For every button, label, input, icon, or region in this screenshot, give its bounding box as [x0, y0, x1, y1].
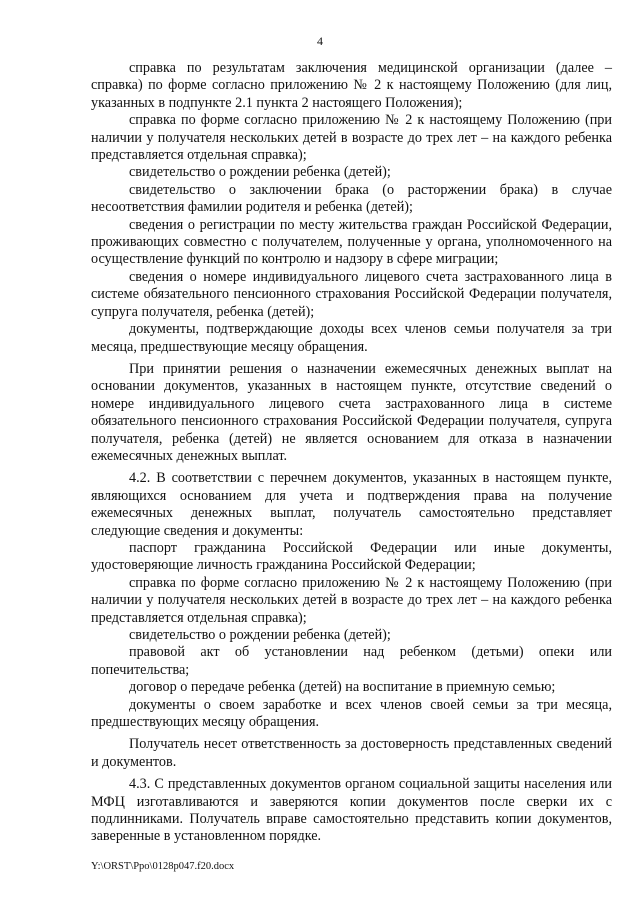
paragraph-earnings-documents: документы о своем заработке и всех членов своей семьи за три месяца, предшествующих месяцу обращения.	[91, 696, 612, 731]
paragraph-registration-info: сведения о регистрации по месту жительства граждан Российской Федерации, проживающих совместно с получателем, полученные у органа, уполномоченного на осуществление функций по контролю и надзору в сфере миграции;	[91, 216, 612, 268]
paragraph-medical-certificate: справка по результатам заключения медицинской организации (далее – справка) по форме согласно приложению № 2 к настоящему Положению (для лиц, указанных в подпункте 2.1 пункта 2 настоящего Положения);	[91, 60, 612, 111]
page-number: 4	[317, 34, 323, 48]
paragraph-marriage-certificate: свидетельство о заключении брака (о расторжении брака) в случае несоответствия фамилии родителя и ребенка (детей);	[91, 181, 612, 216]
paragraph-income-documents: документы, подтверждающие доходы всех членов семьи получателя за три месяца, предшествующие месяцу обращения.	[91, 321, 612, 355]
paragraph-foster-agreement: договор о передаче ребенка (детей) на воспитание в приемную семью;	[129, 679, 556, 696]
document-body	[91, 60, 612, 846]
paragraph-birth-certificate: свидетельство о рождении ребенка (детей);	[129, 164, 391, 181]
paragraph-passport: паспорт гражданина Российской Федерации или иные документы, удостоверяющие личность гражданина Российской Федерации;	[91, 539, 612, 574]
paragraph-section-4-2: 4.2. В соответствии с перечнем документов, указанных в настоящем пункте, являющихся основанием для учета и подтверждения права на получение ежемесячных денежных выплат, получатель самостоятельно представляет следующие сведения и документы:	[91, 470, 612, 539]
paragraph-certificate-form: справка по форме согласно приложению № 2 к настоящему Положению (при наличии у получателя нескольких детей в возрасте до трех лет – на каждого ребенка представляется отдельная справка);	[91, 112, 612, 164]
paragraph-guardianship-act: правовой акт об установлении над ребенком (детьми) опеки или попечительства;	[91, 644, 612, 678]
paragraph-certificate-form-2: справка по форме согласно приложению № 2 к настоящему Положению (при наличии у получателя нескольких детей в возрасте до трех лет – на каждого ребенка представляется отдельная справка);	[91, 574, 612, 626]
paragraph-birth-certificate-2: свидетельство о рождении ребенка (детей);	[129, 627, 391, 643]
paragraph-insurance-number: сведения о номере индивидуального лицевого счета застрахованного лица в системе обязательного пенсионного страхования Российской Федерации получателя, супруга получателя, ребенка (детей);	[91, 268, 612, 320]
paragraph-responsibility: Получатель несет ответственность за достоверность представленных сведений и документов.	[91, 736, 612, 770]
paragraph-decision-note: При принятии решения о назначении ежемесячных денежных выплат на основании документов, указанных в настоящем пункте, отсутствие сведений о номере индивидуального лицевого счета застрахованного лица в системе обязательного пенсионного страхования Российской Федерации получателя, супруга получателя, ребенка (детей) не является основанием для отказа в назначении ежемесячных денежных выплат.	[91, 360, 612, 464]
paragraph-section-4-3: 4.3. С представленных документов органом социальной защиты населения или МФЦ изготавливаются и заверяются копии документов после сверки их с подлинниками. Получатель вправе самостоятельно представить копии документов, заверенные в установленном порядке.	[91, 776, 612, 845]
file-path-footer: Y:\ORST\Ppo\0128p047.f20.docx	[91, 861, 235, 872]
